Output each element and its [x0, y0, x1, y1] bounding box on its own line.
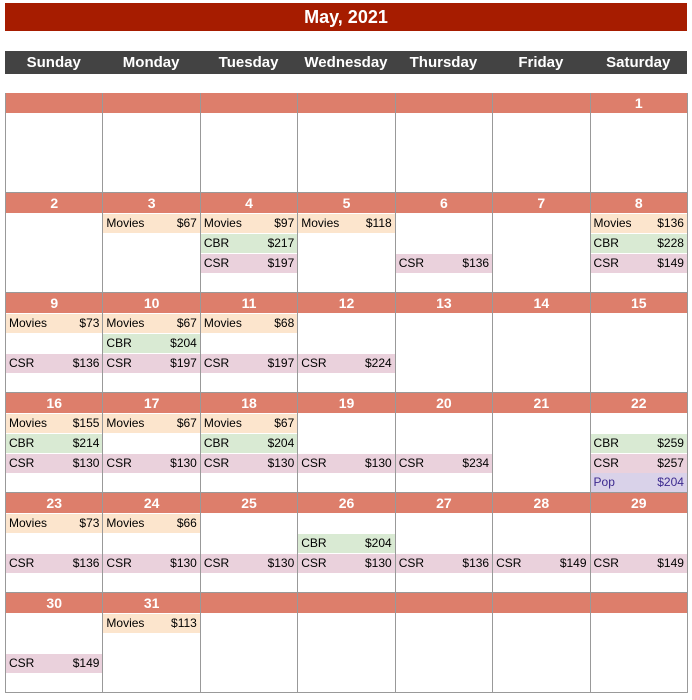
day-cell[interactable]	[297, 293, 394, 392]
entry-label: Movies	[9, 316, 48, 330]
entry-amount: $130	[170, 456, 197, 470]
entry-label: CSR	[301, 356, 327, 370]
day-number: 19	[298, 393, 394, 414]
day-number: 8	[591, 193, 687, 214]
entry-csr[interactable]	[298, 354, 394, 373]
entry-label: CBR	[301, 536, 327, 550]
day-number: 1	[591, 93, 687, 114]
day-cell[interactable]	[590, 393, 687, 492]
entry-amount: $118	[365, 216, 392, 230]
entry-csr[interactable]	[103, 354, 199, 373]
entry-amount: $197	[267, 256, 295, 270]
day-number	[6, 93, 102, 114]
entry-label: CSR	[9, 456, 35, 470]
entry-csr[interactable]	[201, 254, 297, 273]
day-cell[interactable]	[395, 593, 492, 692]
day-cell[interactable]	[200, 393, 297, 492]
entry-label: Pop	[593, 475, 615, 489]
entry-csr[interactable]	[103, 454, 199, 473]
day-cell[interactable]	[395, 293, 492, 392]
day-number: 9	[6, 293, 102, 314]
entry-label: CSR	[106, 456, 132, 470]
day-number: 31	[103, 593, 199, 614]
entry-label: Movies	[106, 416, 145, 430]
day-number: 13	[396, 293, 492, 314]
entry-amount: $67	[176, 416, 197, 430]
entry-amount: $97	[274, 216, 295, 230]
entry-cbr[interactable]	[103, 334, 199, 353]
entry-label: Movies	[203, 216, 242, 230]
entry-amount: $67	[176, 216, 197, 230]
day-cell[interactable]	[200, 493, 297, 592]
entry-csr[interactable]	[493, 554, 589, 573]
entry-cbr[interactable]	[201, 434, 297, 453]
day-number: 3	[103, 193, 199, 214]
calendar-title: May, 2021	[5, 3, 687, 31]
entry-amount: $73	[79, 516, 100, 530]
entry-movies[interactable]	[6, 314, 102, 333]
entry-amount: $257	[657, 456, 684, 470]
entry-amount: $130	[364, 456, 392, 470]
entry-label: Movies	[106, 216, 145, 230]
day-number	[201, 593, 297, 614]
day-cell[interactable]	[200, 193, 297, 292]
entry-amount: $228	[657, 236, 684, 250]
entry-amount: $136	[72, 556, 100, 570]
entry-amount: $259	[657, 436, 684, 450]
calendar-grid	[5, 93, 688, 693]
day-cell[interactable]	[492, 393, 589, 492]
day-number	[201, 93, 297, 114]
calendar-week	[5, 293, 687, 393]
entry-label: CSR	[593, 456, 619, 470]
day-cell[interactable]	[590, 493, 687, 592]
day-number: 15	[591, 293, 687, 314]
entry-csr[interactable]	[396, 454, 492, 473]
entry-label: CSR	[106, 356, 132, 370]
entry-amount: $204	[364, 536, 392, 550]
day-number	[298, 593, 394, 614]
day-number	[591, 593, 687, 614]
day-cell[interactable]	[200, 293, 297, 392]
entry-label: CSR	[203, 456, 230, 470]
day-cell[interactable]	[200, 593, 297, 692]
entry-movies[interactable]	[591, 214, 687, 233]
day-cell[interactable]	[492, 193, 589, 292]
entry-label: CSR	[398, 456, 425, 470]
dow-saturday: Saturday	[606, 54, 671, 71]
day-number: 24	[103, 493, 199, 514]
entry-amount: $149	[72, 656, 100, 670]
entry-label: CSR	[9, 556, 35, 570]
day-number	[493, 593, 589, 614]
day-number: 12	[298, 293, 394, 314]
day-number: 11	[201, 293, 297, 314]
entry-csr[interactable]	[103, 554, 199, 573]
entry-csr[interactable]	[6, 654, 102, 673]
day-cell[interactable]	[102, 593, 199, 692]
day-number: 2	[6, 193, 102, 214]
entry-amount: $136	[462, 256, 490, 270]
day-cell[interactable]	[5, 93, 102, 192]
entry-label: CSR	[398, 556, 425, 570]
entry-label: CSR	[203, 256, 230, 270]
entry-label: CSR	[496, 556, 522, 570]
entry-csr[interactable]	[396, 554, 492, 573]
entry-label: CSR	[9, 656, 35, 670]
day-cell[interactable]	[492, 93, 589, 192]
entry-label: CSR	[593, 556, 619, 570]
entry-csr[interactable]	[201, 554, 297, 573]
entry-amount: $217	[267, 236, 295, 250]
entry-amount: $197	[170, 356, 197, 370]
entry-csr[interactable]	[298, 554, 394, 573]
entry-label: CBR	[593, 436, 619, 450]
entry-label: Movies	[301, 216, 340, 230]
calendar-week	[5, 393, 687, 493]
day-number: 22	[591, 393, 687, 414]
entry-amount: $67	[176, 316, 197, 330]
entry-csr[interactable]	[591, 554, 687, 573]
day-cell[interactable]	[5, 493, 102, 592]
entry-label: Movies	[203, 316, 242, 330]
entry-movies[interactable]	[201, 314, 297, 333]
day-number: 16	[6, 393, 102, 414]
day-cell[interactable]	[5, 393, 102, 492]
day-number: 21	[493, 393, 589, 414]
entry-label: CSR	[9, 356, 35, 370]
calendar-week	[5, 593, 687, 693]
day-cell[interactable]	[590, 93, 687, 192]
day-number	[493, 93, 589, 114]
day-number	[396, 93, 492, 114]
entry-amount: $73	[79, 316, 100, 330]
entry-csr[interactable]	[201, 354, 297, 373]
dow-wednesday: Wednesday	[304, 54, 388, 71]
day-cell[interactable]	[102, 193, 199, 292]
day-number: 27	[396, 493, 492, 514]
entry-amount: $149	[657, 556, 684, 570]
day-number: 26	[298, 493, 394, 514]
day-number: 28	[493, 493, 589, 514]
dow-friday: Friday	[518, 54, 564, 71]
entry-amount: $136	[657, 216, 684, 230]
entry-movies[interactable]	[103, 514, 199, 533]
entry-amount: $130	[72, 456, 100, 470]
day-cell[interactable]	[102, 293, 199, 392]
entry-csr[interactable]	[396, 254, 492, 273]
entry-amount: $234	[462, 456, 490, 470]
entry-csr[interactable]	[591, 454, 687, 473]
entry-label: CBR	[593, 236, 619, 250]
entry-csr[interactable]	[6, 454, 102, 473]
day-cell[interactable]	[5, 193, 102, 292]
day-cell[interactable]	[395, 93, 492, 192]
entry-movies[interactable]	[103, 614, 199, 633]
entry-csr[interactable]	[298, 454, 394, 473]
entry-label: CSR	[106, 556, 132, 570]
entry-label: CBR	[203, 236, 230, 250]
day-number: 18	[201, 393, 297, 414]
day-cell[interactable]	[492, 493, 589, 592]
calendar-week	[5, 93, 687, 193]
day-cell[interactable]	[102, 493, 199, 592]
entry-amount: $204	[267, 436, 295, 450]
day-number	[103, 93, 199, 114]
entry-amount: $204	[170, 336, 197, 350]
entry-label: Movies	[9, 516, 48, 530]
entry-csr[interactable]	[201, 454, 297, 473]
entry-label: CBR	[203, 436, 230, 450]
entry-csr[interactable]	[6, 554, 102, 573]
entry-amount: $130	[170, 556, 197, 570]
entry-cbr[interactable]	[6, 434, 102, 453]
entry-amount: $136	[72, 356, 100, 370]
day-cell[interactable]	[297, 593, 394, 692]
entry-amount: $155	[72, 416, 100, 430]
day-number: 14	[493, 293, 589, 314]
entry-amount: $197	[267, 356, 295, 370]
day-cell[interactable]	[590, 193, 687, 292]
day-cell[interactable]	[297, 93, 394, 192]
day-cell[interactable]	[492, 293, 589, 392]
entry-amount: $130	[267, 556, 295, 570]
day-cell[interactable]	[492, 593, 589, 692]
day-cell[interactable]	[5, 593, 102, 692]
entry-amount: $224	[364, 356, 392, 370]
entry-movies[interactable]	[201, 214, 297, 233]
day-number: 10	[103, 293, 199, 314]
day-cell[interactable]	[102, 393, 199, 492]
entry-movies[interactable]	[103, 214, 199, 233]
entry-amount: $149	[559, 556, 587, 570]
day-number: 20	[396, 393, 492, 414]
entry-label: Movies	[593, 216, 632, 230]
entry-label: CSR	[301, 556, 327, 570]
day-cell[interactable]	[297, 493, 394, 592]
entry-label: CSR	[203, 356, 230, 370]
entry-amount: $130	[364, 556, 392, 570]
day-number: 30	[6, 593, 102, 614]
entry-amount: $214	[72, 436, 100, 450]
dow-thursday: Thursday	[409, 54, 478, 71]
entry-amount: $67	[274, 416, 295, 430]
entry-label: Movies	[9, 416, 48, 430]
day-cell[interactable]	[590, 593, 687, 692]
day-number	[396, 593, 492, 614]
entry-csr[interactable]	[6, 354, 102, 373]
calendar-week	[5, 493, 687, 593]
entry-cbr[interactable]	[591, 234, 687, 253]
day-number	[298, 93, 394, 114]
entry-amount: $113	[171, 616, 197, 630]
entry-label: Movies	[106, 316, 145, 330]
day-cell[interactable]	[297, 193, 394, 292]
entry-amount: $136	[462, 556, 490, 570]
dow-tuesday: Tuesday	[218, 54, 279, 71]
entry-label: CSR	[398, 256, 425, 270]
entry-label: CSR	[301, 456, 327, 470]
day-cell[interactable]	[395, 193, 492, 292]
entry-movies[interactable]	[298, 214, 394, 233]
entry-pop[interactable]	[591, 473, 687, 492]
entry-amount: $204	[657, 475, 684, 489]
entry-movies[interactable]	[6, 414, 102, 433]
dow-monday: Monday	[122, 54, 180, 71]
entry-cbr[interactable]	[591, 434, 687, 453]
day-cell[interactable]	[395, 393, 492, 492]
day-cell[interactable]	[5, 293, 102, 392]
day-number: 23	[6, 493, 102, 514]
entry-amount: $66	[176, 516, 197, 530]
entry-label: Movies	[106, 616, 145, 630]
day-number: 17	[103, 393, 199, 414]
entry-label: Movies	[106, 516, 145, 530]
day-number: 4	[201, 193, 297, 214]
day-number: 29	[591, 493, 687, 514]
entry-movies[interactable]	[103, 414, 199, 433]
day-cell[interactable]	[395, 493, 492, 592]
day-of-week-header	[5, 51, 687, 74]
day-number: 5	[298, 193, 394, 214]
entry-cbr[interactable]	[298, 534, 394, 553]
entry-label: CBR	[106, 336, 132, 350]
dow-sunday: Sunday	[26, 54, 81, 71]
day-cell[interactable]	[102, 93, 199, 192]
entry-label: CBR	[9, 436, 35, 450]
entry-amount: $149	[657, 256, 684, 270]
entry-label: CSR	[203, 556, 230, 570]
entry-movies[interactable]	[103, 314, 199, 333]
day-number: 6	[396, 193, 492, 214]
entry-label: CSR	[593, 256, 619, 270]
day-number: 7	[493, 193, 589, 214]
day-cell[interactable]	[590, 293, 687, 392]
entry-cbr[interactable]	[201, 234, 297, 253]
entry-movies[interactable]	[201, 414, 297, 433]
entry-label: Movies	[203, 416, 242, 430]
day-cell[interactable]	[200, 93, 297, 192]
entry-amount: $68	[274, 316, 295, 330]
calendar-week	[5, 193, 687, 293]
day-number: 25	[201, 493, 297, 514]
entry-movies[interactable]	[6, 514, 102, 533]
entry-csr[interactable]	[591, 254, 687, 273]
entry-amount: $130	[267, 456, 295, 470]
day-cell[interactable]	[297, 393, 394, 492]
